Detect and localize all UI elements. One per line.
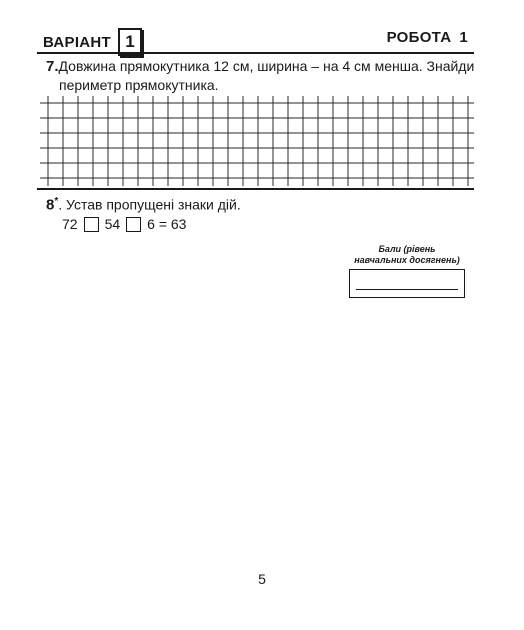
score-caption-line1: Бали (рівень (378, 244, 436, 254)
task-8-expression (60, 216, 188, 232)
task-8 (46, 196, 241, 214)
score-underline (356, 289, 458, 290)
variant-label: ВАРІАНТ (43, 33, 112, 51)
task-divider-rule (37, 188, 474, 190)
score-box (349, 244, 465, 298)
expr-operand-72: 72 (62, 216, 78, 232)
task-7-line1: Довжина прямокутника 12 см, ширина – на 4 см менша. Знайди (58, 58, 475, 74)
score-caption-line2: навчальних досягнень) (354, 255, 460, 265)
task-8-star: * (54, 196, 59, 207)
task-8-number: 8 (46, 196, 55, 214)
answer-grid[interactable] (40, 96, 474, 186)
task-7-number: 7. (46, 58, 59, 75)
header-rule (37, 52, 474, 54)
work-header (387, 29, 468, 46)
operator-blank-2[interactable] (126, 217, 141, 232)
score-field[interactable] (349, 269, 465, 298)
task-7-line2: периметр прямокутника. (59, 77, 219, 93)
variant-number-box: 1 (118, 28, 142, 56)
task-8-text: . Устав пропущені знаки дій. (58, 196, 241, 213)
expr-result: 6 = 63 (147, 216, 187, 232)
work-label: РОБОТА (386, 29, 452, 46)
work-number: 1 (459, 29, 468, 46)
task-7 (46, 57, 476, 94)
expr-operand-54: 54 (104, 216, 121, 232)
page-number: 5 (258, 571, 266, 587)
operator-blank-1[interactable] (84, 217, 99, 232)
